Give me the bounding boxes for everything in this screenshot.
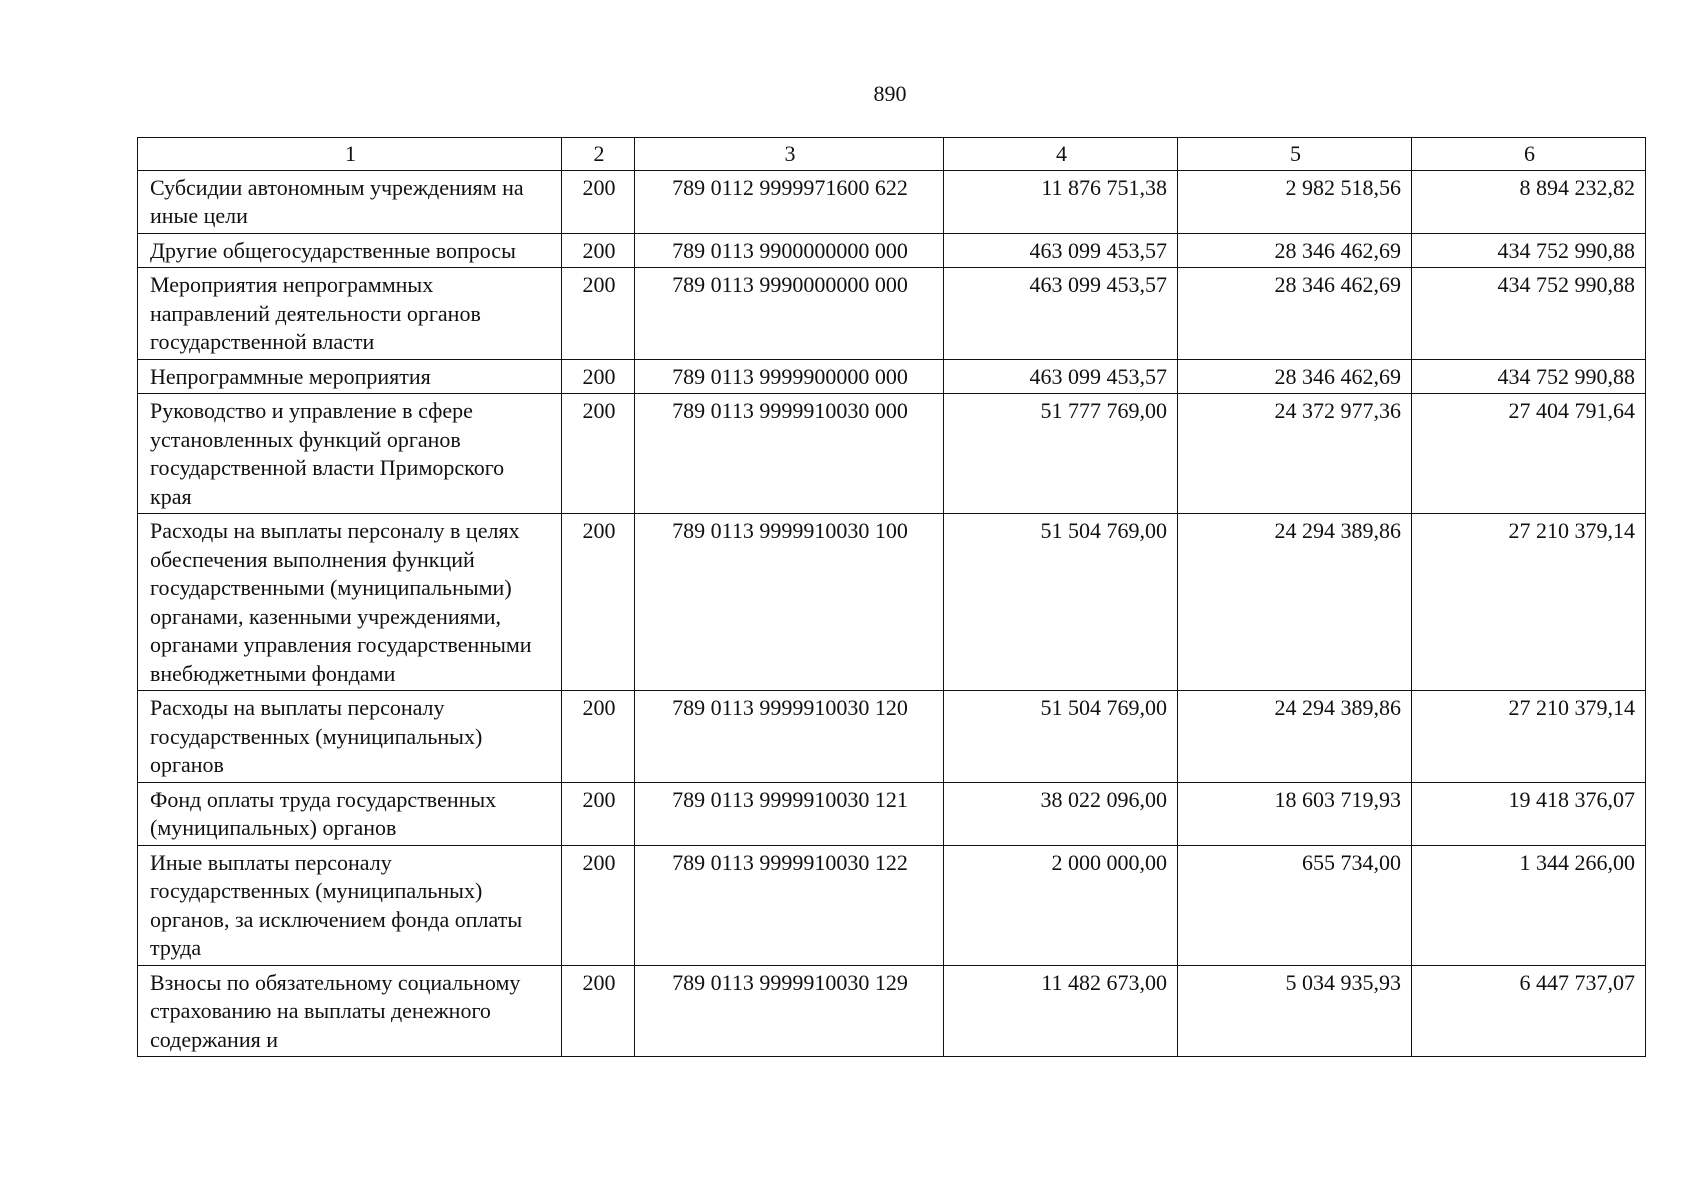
row-ver: 200 xyxy=(562,691,635,783)
column-header-3: 3 xyxy=(635,138,944,171)
row-col4: 51 777 769,00 xyxy=(944,394,1178,514)
row-name: Взносы по обязательному социальному страхованию на выплаты денежного содержания и xyxy=(138,965,562,1057)
row-col5: 28 346 462,69 xyxy=(1178,359,1412,394)
table-row xyxy=(138,782,1646,845)
row-ver: 200 xyxy=(562,170,635,233)
row-name: Иные выплаты персоналу государственных (муниципальных) органов, за исключением фонда оплаты труда xyxy=(138,845,562,965)
row-col5: 24 372 977,36 xyxy=(1178,394,1412,514)
row-col4: 38 022 096,00 xyxy=(944,782,1178,845)
table-row xyxy=(138,394,1646,514)
column-header-1: 1 xyxy=(138,138,562,171)
row-name: Субсидии автономным учреждениям на иные цели xyxy=(138,170,562,233)
row-col6: 1 344 266,00 xyxy=(1412,845,1646,965)
row-col5: 28 346 462,69 xyxy=(1178,233,1412,268)
row-name: Расходы на выплаты персоналу в целях обеспечения выполнения функций государственными (муниципальными) органами, казенными учреждениями, органами управления государственными внебюджетными фондами xyxy=(138,514,562,691)
row-code: 789 0113 9999910030 129 xyxy=(635,965,944,1057)
table-row xyxy=(138,514,1646,691)
row-col5: 28 346 462,69 xyxy=(1178,268,1412,360)
table-row xyxy=(138,691,1646,783)
row-col4: 11 482 673,00 xyxy=(944,965,1178,1057)
row-col4: 2 000 000,00 xyxy=(944,845,1178,965)
row-code: 789 0113 9999910030 000 xyxy=(635,394,944,514)
row-name: Другие общегосударственные вопросы xyxy=(138,233,562,268)
row-col5: 2 982 518,56 xyxy=(1178,170,1412,233)
row-col5: 24 294 389,86 xyxy=(1178,514,1412,691)
row-col6: 6 447 737,07 xyxy=(1412,965,1646,1057)
column-header-5: 5 xyxy=(1178,138,1412,171)
row-code: 789 0113 9999900000 000 xyxy=(635,359,944,394)
budget-table xyxy=(137,137,1646,1057)
row-ver: 200 xyxy=(562,782,635,845)
row-code: 789 0113 9999910030 120 xyxy=(635,691,944,783)
table-row xyxy=(138,268,1646,360)
table-row xyxy=(138,965,1646,1057)
table-row xyxy=(138,845,1646,965)
row-col4: 463 099 453,57 xyxy=(944,268,1178,360)
row-col6: 434 752 990,88 xyxy=(1412,233,1646,268)
table-row xyxy=(138,359,1646,394)
row-col5: 24 294 389,86 xyxy=(1178,691,1412,783)
row-col5: 655 734,00 xyxy=(1178,845,1412,965)
row-col4: 51 504 769,00 xyxy=(944,514,1178,691)
page-number: 890 xyxy=(873,81,907,106)
column-header-4: 4 xyxy=(944,138,1178,171)
row-ver: 200 xyxy=(562,394,635,514)
table-row xyxy=(138,233,1646,268)
table-header-row xyxy=(138,138,1646,171)
row-code: 789 0113 9999910030 100 xyxy=(635,514,944,691)
row-col6: 19 418 376,07 xyxy=(1412,782,1646,845)
row-col4: 463 099 453,57 xyxy=(944,233,1178,268)
row-col5: 5 034 935,93 xyxy=(1178,965,1412,1057)
row-col6: 27 210 379,14 xyxy=(1412,691,1646,783)
row-name: Фонд оплаты труда государственных (муниципальных) органов xyxy=(138,782,562,845)
row-ver: 200 xyxy=(562,965,635,1057)
row-code: 789 0113 9900000000 000 xyxy=(635,233,944,268)
row-col6: 434 752 990,88 xyxy=(1412,359,1646,394)
row-ver: 200 xyxy=(562,268,635,360)
row-col6: 8 894 232,82 xyxy=(1412,170,1646,233)
row-col6: 434 752 990,88 xyxy=(1412,268,1646,360)
row-col4: 463 099 453,57 xyxy=(944,359,1178,394)
row-ver: 200 xyxy=(562,359,635,394)
column-header-6: 6 xyxy=(1412,138,1646,171)
row-name: Непрограммные мероприятия xyxy=(138,359,562,394)
row-code: 789 0113 9990000000 000 xyxy=(635,268,944,360)
row-code: 789 0112 9999971600 622 xyxy=(635,170,944,233)
row-col5: 18 603 719,93 xyxy=(1178,782,1412,845)
row-ver: 200 xyxy=(562,233,635,268)
table-row xyxy=(138,170,1646,233)
row-name: Руководство и управление в сфере установленных функций органов государственной власти Приморского края xyxy=(138,394,562,514)
row-name: Мероприятия непрограммных направлений деятельности органов государственной власти xyxy=(138,268,562,360)
row-code: 789 0113 9999910030 121 xyxy=(635,782,944,845)
row-name: Расходы на выплаты персоналу государственных (муниципальных) органов xyxy=(138,691,562,783)
row-col6: 27 404 791,64 xyxy=(1412,394,1646,514)
row-ver: 200 xyxy=(562,845,635,965)
row-ver: 200 xyxy=(562,514,635,691)
row-code: 789 0113 9999910030 122 xyxy=(635,845,944,965)
row-col4: 51 504 769,00 xyxy=(944,691,1178,783)
row-col4: 11 876 751,38 xyxy=(944,170,1178,233)
column-header-2: 2 xyxy=(562,138,635,171)
row-col6: 27 210 379,14 xyxy=(1412,514,1646,691)
